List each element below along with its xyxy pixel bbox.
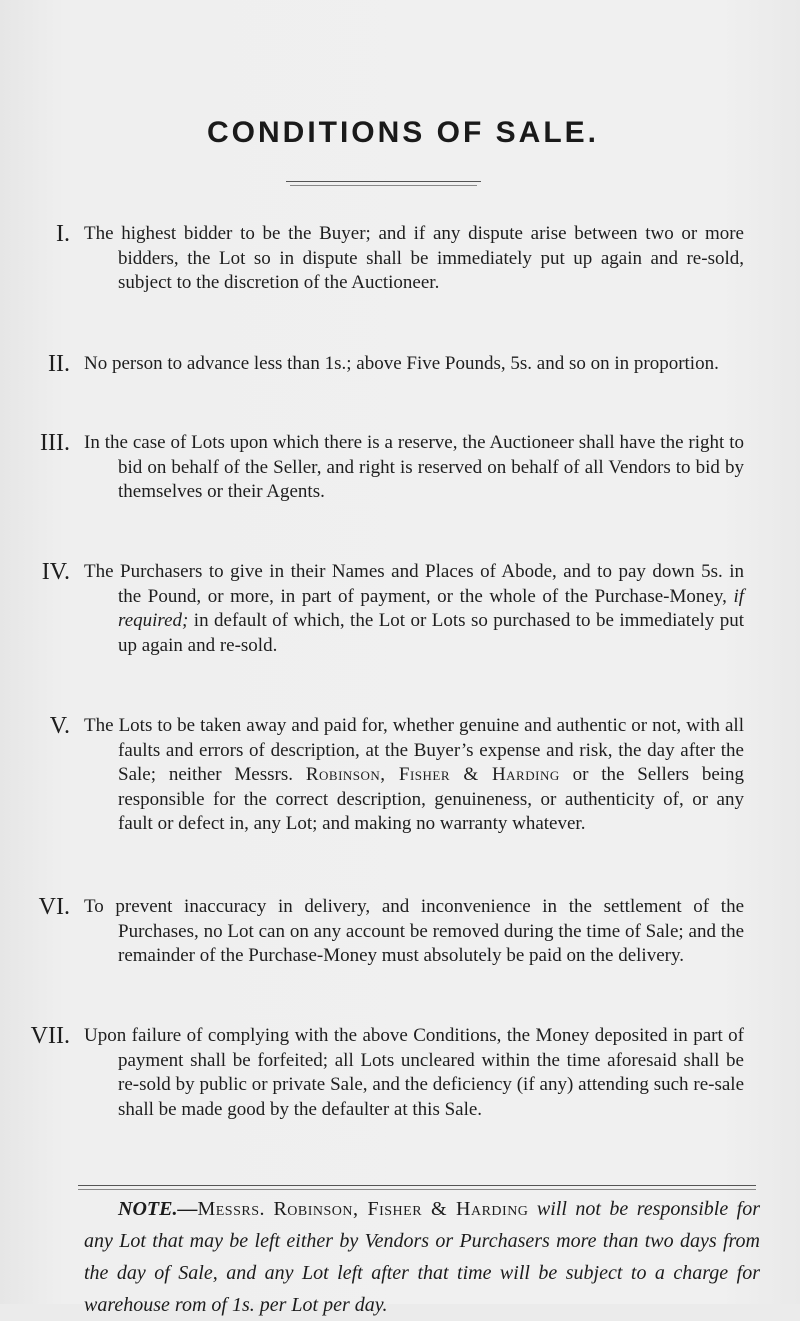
clause-text — [84, 560, 744, 658]
title-underline-second — [290, 185, 477, 186]
clause-numeral: VI. — [38, 894, 70, 920]
firm-names: Robinson, Fisher & Harding — [305, 764, 560, 785]
clause-text: In the case of Lots upon which there is a reserve, the Auctioneer shall have the right to bid on behalf of the Seller, and right is reserved on behalf of all Vendors to bid by themselves or their Agents. — [84, 432, 744, 502]
clause-text: To prevent inaccuracy in delivery, and inconvenience in the settlement of the Purchases, no Lot can on any account be removed during the time of Sale; and the remainder of the Purchase-Money must absolutely be paid on the delivery. — [84, 896, 744, 966]
clause-numeral: V. — [49, 713, 70, 739]
clause-text-part: in default of which, the Lot or Lots so purchased to be immediately put up again and re-sold. — [118, 610, 745, 656]
clause-text-part: The Purchasers to give in their Names and Places of Abode, and to pay down 5s. in the Pound, or more, in part of payment, or the whole of the Purchase-Money, — [84, 561, 744, 607]
title-underline — [286, 181, 481, 182]
note-label: NOTE.— — [118, 1198, 198, 1220]
clause-text: Upon failure of complying with the above Conditions, the Money deposited in part of payment shall be forfeited; all Lots uncleared within the time aforesaid shall be re-sold by public or private Sale, and the deficiency (if any) attending such re-sale shall be made good by the defaulter at this Sale. — [84, 1025, 744, 1120]
page-title: CONDITIONS OF SALE. — [206, 116, 599, 149]
clause-numeral: III. — [40, 430, 70, 456]
clause-numeral: II. — [48, 351, 70, 377]
note-text: will not be responsible for any Lot that may be left either by Vendors or Purchasers more than two days from the day of Sale, and any Lot left after that time will be subject to a charge for warehouse rom of 1s. per Lot per day. — [84, 1198, 760, 1316]
clause-text-part: or the Sellers being responsible for the correct description, genuineness, or authenticity of, or any fault or defect in, any Lot; and making no warranty whatever. — [118, 764, 745, 834]
note-firm-names: Robinson, Fisher & Harding — [273, 1198, 529, 1220]
clause-text-part: The Lots to be taken away and paid for, whether genuine and authentic or not, with all faults and errors of description, at the Buyer’s expense and risk, the day after the Sale; neither Messrs. — [84, 715, 744, 785]
clause-numeral: I. — [56, 221, 70, 247]
clause-text-italic: if required; — [118, 585, 745, 631]
clause-text: No person to advance less than 1s.; above Five Pounds, 5s. and so on in proportion. — [84, 353, 719, 374]
clause-text: The highest bidder to be the Buyer; and if any dispute arise between two or more bidders, the Lot so in dispute shall be immediately put up again and re-sold, subject to the discretion of the Auctioneer. — [84, 223, 744, 293]
note-paragraph — [84, 1193, 760, 1321]
note-firm-prefix: Messrs. — [197, 1198, 265, 1220]
clause-numeral: VII. — [30, 1023, 70, 1049]
section-divider — [78, 1185, 756, 1186]
section-divider-second — [78, 1189, 756, 1190]
clause-numeral: IV. — [41, 559, 70, 585]
clause-text — [84, 714, 744, 837]
